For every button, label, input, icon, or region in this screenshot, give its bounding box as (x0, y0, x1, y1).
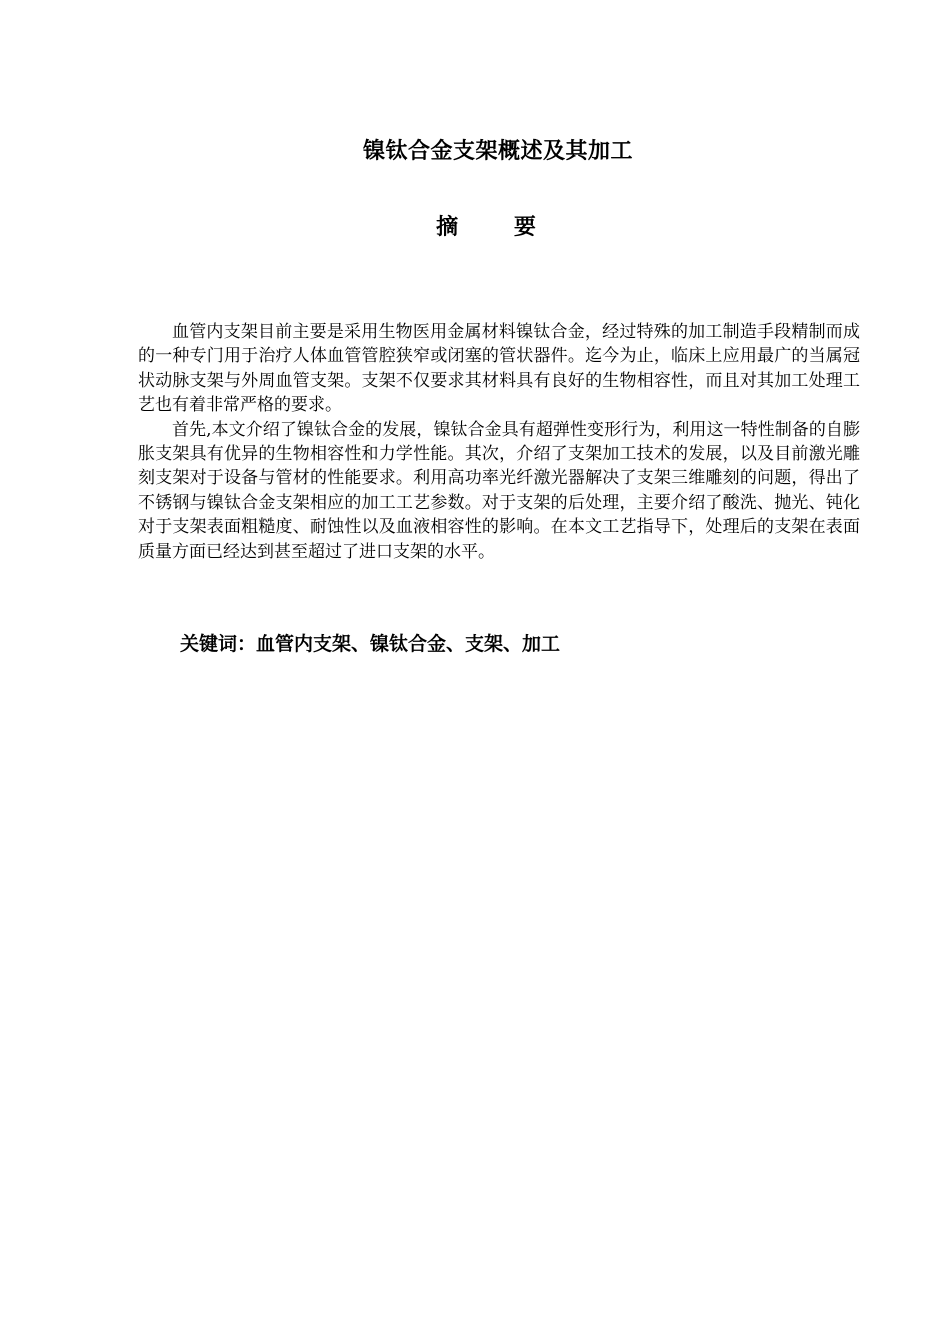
keywords-line: 关键词：血管内支架、镍钛合金、支架、加工 (180, 633, 561, 655)
abstract-paragraph-2: 首先,本文介绍了镍钛合金的发展，镍钛合金具有超弹性变形行为，利用这一特性制备的自膨胀支架具有优异的生物相容性和力学性能。其次，介绍了支架加工技术的发展，以及目前激光雕刻支架对于设备与管材的性能要求。利用高功率光纤激光器解决了支架三维雕刻的问题，得出了不锈钢与镍钛合金支架相应的加工工艺参数。对于支架的后处理，主要介绍了酸洗、抛光、钝化对于支架表面粗糙度、耐蚀性以及血液相容性的影响。在本文工艺指导下，处理后的支架在表面质量方面已经达到甚至超过了进口支架的水平。 (138, 419, 860, 562)
abstract-heading: 摘 要 (436, 215, 560, 240)
abstract-body (138, 320, 860, 564)
document-title: 镍钛合金支架概述及其加工 (362, 139, 633, 164)
abstract-paragraph-1: 血管内支架目前主要是采用生物医用金属材料镍钛合金，经过特殊的加工制造手段精制而成的一种专门用于治疗人体血管管腔狭窄或闭塞的管状器件。迄今为止，临床上应用最广的当属冠状动脉支架与外周血管支架。支架不仅要求其材料具有良好的生物相容性，而且对其加工处理工艺也有着非常严格的要求。 (138, 322, 860, 416)
